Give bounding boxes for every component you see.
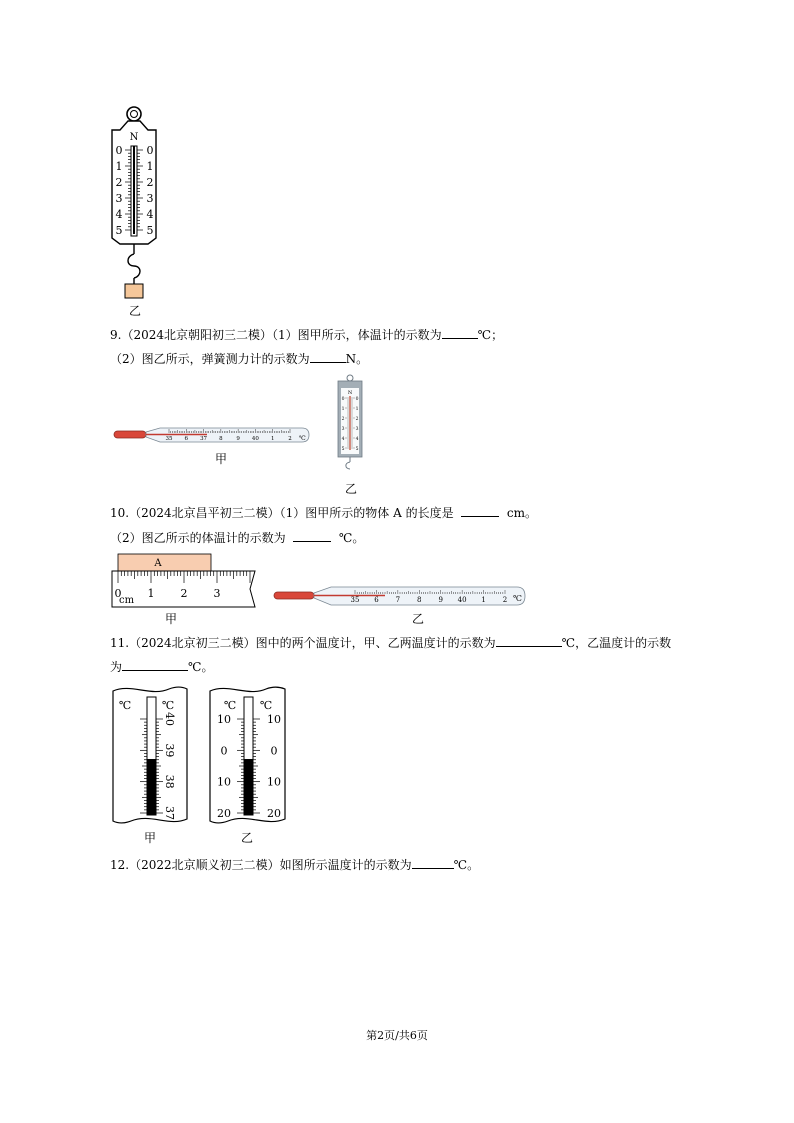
question-number: 9.	[110, 328, 122, 342]
figure-caption: 乙	[240, 831, 253, 845]
scale-tick-label: 0	[146, 144, 154, 157]
page-footer: 第2页/共6页	[366, 1029, 428, 1042]
scale-tick-label: 1	[146, 160, 154, 173]
ruler-tick-label: 1	[147, 587, 155, 600]
scale-tick-label: 5	[115, 224, 123, 237]
thermometer-tick-label: 9	[438, 596, 443, 604]
thermometer-tick-label: 1	[270, 436, 275, 442]
clinical-thermometer-drawing	[112, 420, 312, 450]
scale-tick-label: 2	[115, 176, 123, 189]
question-text: （2）图乙所示，弹簧测力计的示数为	[110, 352, 310, 366]
question-text: 如图所示温度计的示数为	[279, 858, 412, 872]
spring-scale-figure-top	[108, 104, 164, 324]
ruler-tick-label: 0	[114, 587, 122, 600]
ruler-drawing	[110, 552, 260, 608]
unit-label: ℃	[223, 699, 237, 712]
question-text: （2）图乙所示的体温计的示数为	[110, 531, 286, 545]
unit-label: ℃	[118, 699, 132, 712]
thermometer-tick-label: 39	[163, 743, 176, 758]
answer-blank[interactable]	[310, 351, 346, 363]
question-10-line-2	[110, 530, 364, 546]
scale-tick-label: 3	[355, 427, 359, 432]
figure-caption: 甲	[214, 452, 227, 466]
question-text: （1）图甲所示，体温计的示数为	[272, 328, 442, 342]
question-number: 10.	[110, 506, 130, 520]
ruler-figure-q10	[110, 552, 260, 628]
scale-tick-label: 3	[146, 192, 154, 205]
thermometer-tick-label: 37	[163, 806, 176, 820]
question-11-line-1	[110, 635, 671, 651]
thermometer-tick-label: 10	[217, 775, 231, 789]
unit-label: ℃	[299, 435, 306, 442]
thermometer-tick-label: 1	[481, 596, 486, 604]
figure-caption: 甲	[164, 612, 177, 626]
answer-blank[interactable]	[122, 659, 188, 671]
scale-tick-label: 4	[341, 437, 345, 442]
scale-tick-label: 0	[115, 144, 123, 157]
unit-text: cm。	[506, 506, 537, 520]
thermometer-tick-label: 10	[217, 713, 231, 726]
question-source: （2024北京初三二模）	[129, 636, 256, 650]
thermometer-tick-label: 6	[184, 436, 189, 442]
question-9-line-2	[110, 351, 368, 367]
scale-tick-label: 1	[341, 407, 345, 412]
thermometer-tick-label: 8	[417, 596, 422, 604]
answer-blank[interactable]	[461, 505, 499, 517]
figure-caption: 甲	[143, 831, 156, 845]
scale-tick-label: 2	[341, 417, 345, 422]
scale-tick-label: 4	[146, 208, 154, 221]
thermometer-tick-label: 40	[457, 596, 467, 604]
thermometer-tick-label: 0	[270, 744, 278, 758]
thermometer-tick-label: 40	[251, 436, 259, 442]
scale-tick-label: 3	[341, 427, 345, 432]
scale-tick-label: 5	[146, 224, 154, 237]
question-10-line-1	[110, 505, 537, 521]
figure-caption: 乙	[128, 304, 141, 318]
question-text: 图中的两个温度计，甲、乙两温度计的示数为	[255, 636, 496, 650]
answer-blank[interactable]	[496, 635, 562, 647]
scale-tick-label: 1	[355, 407, 359, 412]
unit-text: ℃。	[338, 531, 365, 545]
object-label: A	[154, 558, 162, 569]
scale-tick-label: 2	[146, 176, 154, 189]
thermometer-tick-label: 20	[267, 807, 281, 820]
thermometer-drawing	[111, 683, 189, 827]
answer-blank[interactable]	[442, 327, 478, 339]
question-text: ℃，乙温度计的示数	[561, 636, 672, 650]
thermometer-tick-label: 2	[288, 436, 292, 442]
unit-label: ℃	[513, 594, 522, 603]
thermometer-tick-label: 35	[350, 596, 360, 604]
thermometer-tick-label: 35	[165, 436, 173, 442]
unit-label: ℃	[161, 699, 175, 712]
unit-text: N。	[345, 352, 369, 366]
scale-tick-label: 5	[355, 447, 359, 452]
scale-tick-label: 4	[115, 208, 123, 221]
thermometer-tick-label: 10	[267, 775, 281, 789]
thermometer-tick-label: 9	[236, 436, 240, 442]
question-11-line-2	[110, 659, 213, 675]
thermometer-tick-label: 40	[163, 712, 176, 726]
answer-blank[interactable]	[412, 857, 454, 869]
unit-text: ℃。	[188, 660, 214, 674]
question-source: （2022北京顺义初三二模）	[129, 858, 280, 872]
unit-label: N	[347, 390, 353, 396]
question-12-line-1	[110, 857, 479, 873]
ruler-tick-label: 3	[213, 587, 221, 600]
answer-blank[interactable]	[293, 530, 331, 542]
scale-tick-label: 3	[115, 192, 123, 205]
clinical-thermometer-q10	[273, 584, 529, 628]
clinical-thermometer-drawing	[273, 584, 529, 610]
spring-scale-drawing	[108, 104, 164, 324]
scale-tick-label: 2	[355, 417, 359, 422]
unit-label: N	[129, 132, 139, 143]
thermometer-yi-q11	[208, 683, 288, 845]
clinical-thermometer-q9	[112, 420, 312, 468]
scale-tick-label: 4	[355, 437, 359, 442]
thermometer-jia-q11	[111, 683, 189, 845]
question-number: 12.	[110, 858, 130, 872]
spring-scale-drawing	[332, 374, 372, 470]
thermometer-tick-label: 2	[502, 596, 508, 604]
spring-scale-q9	[332, 374, 372, 498]
thermometer-tick-label: 6	[374, 596, 379, 604]
scale-tick-label: 0	[341, 397, 345, 402]
thermometer-tick-label: 7	[395, 596, 401, 604]
question-source: （2024北京昌平初三二模）	[129, 506, 280, 520]
unit-text: ℃。	[453, 858, 480, 872]
thermometer-tick-label: 37	[200, 436, 208, 442]
figure-caption: 乙	[411, 612, 424, 626]
question-text: 为	[110, 660, 123, 674]
question-text: （1）图甲所示的物体 A 的长度是	[279, 506, 454, 520]
ruler-tick-label: 2	[180, 587, 188, 600]
question-9-line-1	[110, 327, 503, 343]
question-number: 11.	[110, 636, 130, 650]
scale-tick-label: 5	[341, 447, 345, 452]
thermometer-tick-label: 10	[267, 713, 281, 726]
question-source: （2024北京朝阳初三二模）	[121, 328, 272, 342]
thermometer-drawing	[208, 683, 288, 827]
thermometer-tick-label: 0	[220, 744, 228, 758]
unit-label: ℃	[259, 699, 273, 712]
thermometer-tick-label: 38	[163, 774, 176, 789]
scale-tick-label: 1	[115, 160, 123, 173]
ruler-unit-label: cm	[119, 595, 135, 606]
thermometer-tick-label: 8	[219, 436, 223, 442]
figure-caption: 乙	[344, 482, 357, 496]
scale-tick-label: 0	[355, 397, 359, 402]
unit-text: ℃；	[477, 328, 504, 342]
thermometer-tick-label: 20	[217, 807, 231, 820]
